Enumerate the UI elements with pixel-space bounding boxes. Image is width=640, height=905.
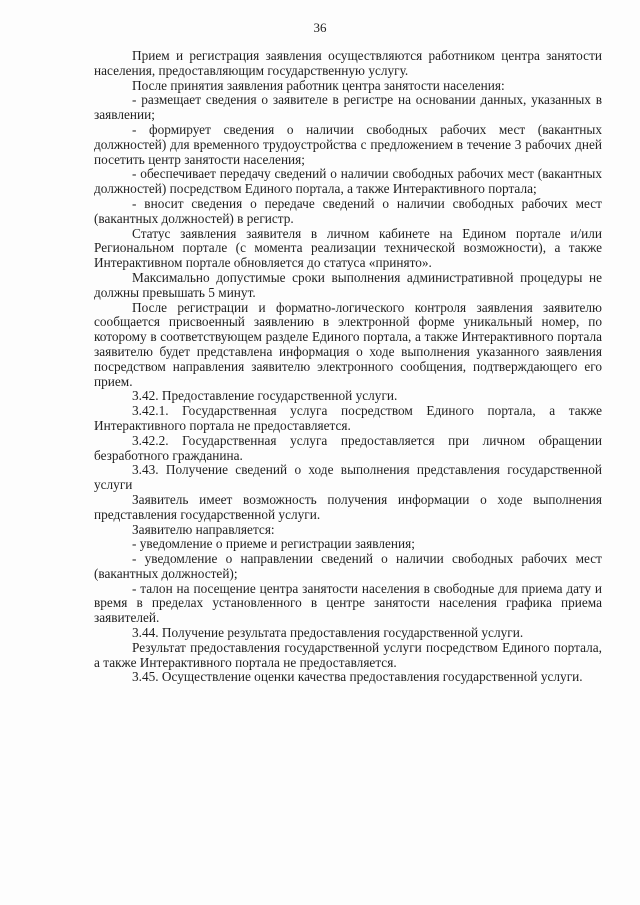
paragraph: 3.42.2. Государственная услуга предоставляется при личном обращении безработного гражданина. (94, 432, 602, 463)
list-item: - талон на посещение центра занятости населения в свободные для приема дату и время в пределах установленного в центре занятости населения графика приема заявителей. (94, 580, 602, 626)
page-number: 36 (313, 20, 327, 35)
list-item: - уведомление о приеме и регистрации заявления; (132, 536, 415, 552)
paragraph: Прием и регистрация заявления осуществляются работником центра занятости населения, предоставляющим государственную услугу. (94, 48, 602, 78)
section-heading: 3.45. Осуществление оценки качества предоставления государственной услуги. (132, 669, 583, 685)
list-item: - формирует сведения о наличии свободных рабочих мест (вакантных должностей) для временного трудоустройства с предложением в течение 3 рабочих дней посетить центр занятости населения; (94, 121, 602, 167)
paragraph: Статус заявления заявителя в личном кабинете на Едином портале и/или Региональном портале (с момента реализации технической возможности), а также Интерактивном портале обновляется до статуса «принято». (94, 225, 602, 271)
paragraph: Заявителю направляется: (132, 521, 275, 537)
section-heading: 3.43. Получение сведений о ходе выполнения представления государственной услуги (94, 462, 602, 493)
list-item: - размещает сведения о заявителе в регистре на основании данных, указанных в заявлении; (94, 92, 602, 123)
section-heading: 3.44. Получение результата предоставления государственной услуги. (132, 625, 524, 641)
paragraph: После принятия заявления работник центра занятости населения: (132, 77, 505, 93)
document-body (94, 49, 602, 685)
list-item: - обеспечивает передачу сведений о наличии свободных рабочих мест (вакантных должностей) посредством Единого портала, а также Интерактивного портала; (94, 166, 602, 197)
paragraph: После регистрации и форматно-логического контроля заявления заявителю сообщается присвоенный заявлению в электронной форме уникальный номер, по которому в соответствующем разделе Единого портала, а также Интерактивного портала заявителю будет представлена информация о ходе выполнения указанного заявления посредством направления заявителю электронного сообщения, подтверждающего его прием. (94, 299, 602, 389)
list-item: - вносит сведения о передаче сведений о наличии свободных рабочих мест (вакантных должностей) в регистр. (94, 195, 602, 226)
paragraph: Заявитель имеет возможность получения информации о ходе выполнения представления государственной услуги. (94, 491, 602, 522)
list-item: - уведомление о направлении сведений о наличии свободных рабочих мест (вакантных должностей); (94, 551, 602, 581)
paragraph: Результат предоставления государственной услуги посредством Единого портала, а также Интерактивного портала не предоставляется. (94, 639, 602, 670)
paragraph: 3.42.1. Государственная услуга посредством Единого портала, а также Интерактивного портала не предоставляется. (94, 403, 602, 433)
paragraph: Максимально допустимые сроки выполнения административной процедуры не должны превышать 5 минут. (94, 269, 602, 300)
section-heading: 3.42. Предоставление государственной услуги. (132, 388, 398, 404)
